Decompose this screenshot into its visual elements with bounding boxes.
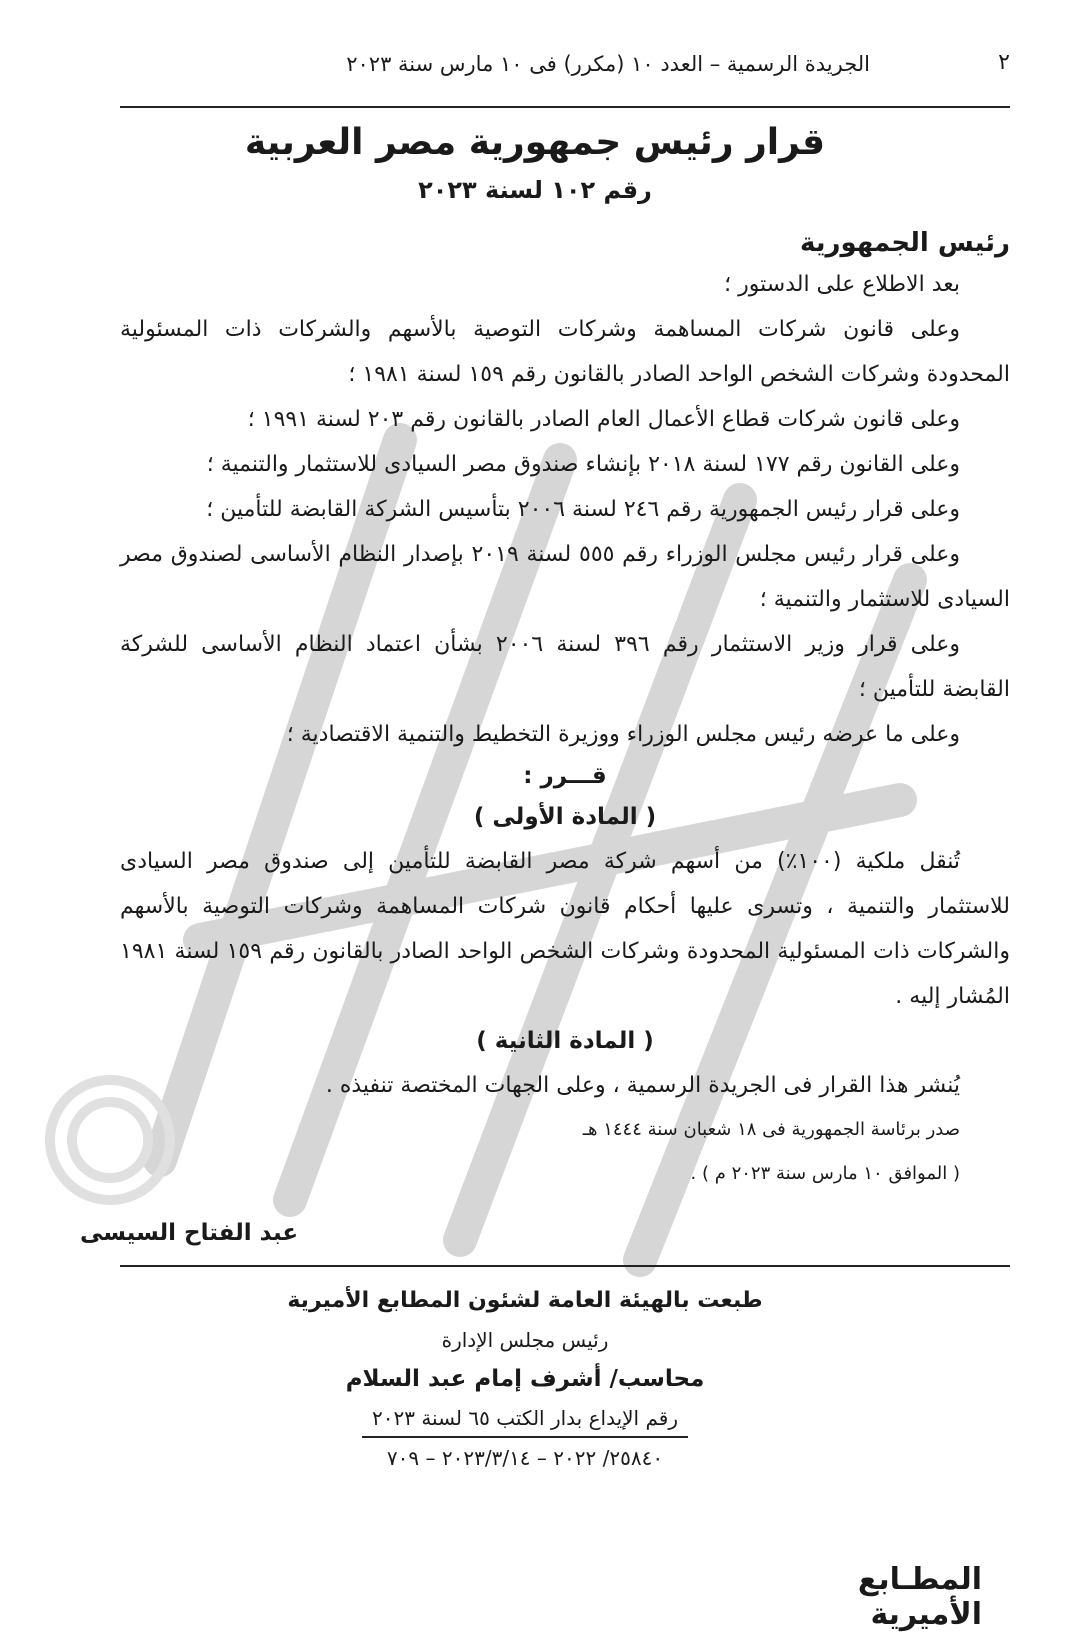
article-2-text: يُنشر هذا القرار فى الجريدة الرسمية ، وعلى الجهات المختصة تنفيذه . — [325, 1073, 960, 1098]
running-head: الجريدة الرسمية – العدد ١٠ (مكرر) فى ١٠ مارس سنة ٢٠٢٣ — [346, 52, 870, 76]
page-number: ٢ — [998, 50, 1010, 75]
deposit-number: رقم الإيداع بدار الكتب ٦٥ لسنة ٢٠٢٣ — [362, 1400, 688, 1438]
preamble-item: وعلى قرار وزير الاستثمار رقم ٣٩٦ لسنة ٢٠٠٦ بشأن اعتماد النظام الأساسى للشركة القابضة للتأمين ؛ — [120, 632, 1010, 702]
print-code: ٢٥٨٤٠/ ٢٠٢٢ – ٢٠٢٣/٣/١٤ – ٧٠٩ — [386, 1446, 664, 1470]
page-header — [120, 50, 1010, 90]
article-1-text: تُنقل ملكية (١٠٠٪) من أسهم شركة مصر القابضة للتأمين إلى صندوق مصر السيادى للاستثمار والتنمية ، وتسرى عليها أحكام قانون شركات المساهمة وشركات التوصية بالأسهم والشركات ذات المسئولية المحدودة وشركات الشخص الواحد الصادر بالقانون رقم ١٥٩ لسنة ١٩٨١ المُشار إليه . — [120, 849, 1010, 1009]
decree-body — [120, 224, 1010, 1196]
preamble-item: وعلى قرار رئيس مجلس الوزراء رقم ٥٥٥ لسنة ٢٠١٩ بإصدار النظام الأساسى لصندوق مصر السيادى للاستثمار والتنمية ؛ — [120, 542, 1010, 612]
board-title: رئيس مجلس الإدارة — [441, 1328, 609, 1352]
printer-name: طبعت بالهيئة العامة لشئون المطابع الأميرية — [287, 1288, 763, 1313]
printer-footer — [120, 1280, 1010, 1478]
next-page-fragment-text: المطـابع الأميرية — [857, 1562, 982, 1632]
decree-title: قرار رئيس جمهورية مصر العربية — [244, 122, 826, 163]
accountant-name: محاسب/ أشرف إمام عبد السلام — [345, 1366, 705, 1392]
preamble-item: وعلى قرار رئيس الجمهورية رقم ٢٤٦ لسنة ٢٠٠٦ بتأسيس الشركة القابضة للتأمين ؛ — [206, 497, 960, 522]
issued-hijri-date: صدر برئاسة الجمهورية فى ١٨ شعبان سنة ١٤٤٤ هـ — [582, 1119, 960, 1140]
preamble-item: وعلى قانون شركات قطاع الأعمال العام الصادر بالقانون رقم ٢٠٣ لسنة ١٩٩١ ؛ — [247, 407, 960, 432]
president-heading: رئيس الجمهورية — [800, 228, 1010, 258]
header-rule — [120, 106, 1010, 108]
decree-number: رقم ١٠٢ لسنة ٢٠٢٣ — [418, 176, 652, 204]
preamble-item: بعد الاطلاع على الدستور ؛ — [724, 272, 960, 297]
issued-gregorian-date: ( الموافق ١٠ مارس سنة ٢٠٢٣ م ) . — [690, 1163, 960, 1184]
preamble-item: وعلى القانون رقم ١٧٧ لسنة ٢٠١٨ بإنشاء صندوق مصر السيادى للاستثمار والتنمية ؛ — [206, 452, 960, 477]
preamble-item: وعلى ما عرضه رئيس مجلس الوزراء ووزيرة التخطيط والتنمية الاقتصادية ؛ — [286, 722, 960, 747]
article-2-title: ( المادة الثانية ) — [476, 1028, 654, 1054]
decided-label: قـــرر : — [523, 763, 607, 789]
preamble-item: وعلى قانون شركات المساهمة وشركات التوصية بالأسهم والشركات ذات المسئولية المحدودة وشركات الشخص الواحد الصادر بالقانون رقم ١٥٩ لسنة ١٩٨١ ؛ — [120, 317, 1010, 387]
next-page-fragment — [852, 1558, 982, 1632]
footer-rule — [120, 1265, 1010, 1267]
signature-name: عبد الفتاح السيسى — [80, 1220, 299, 1246]
article-1-title: ( المادة الأولى ) — [473, 804, 657, 830]
